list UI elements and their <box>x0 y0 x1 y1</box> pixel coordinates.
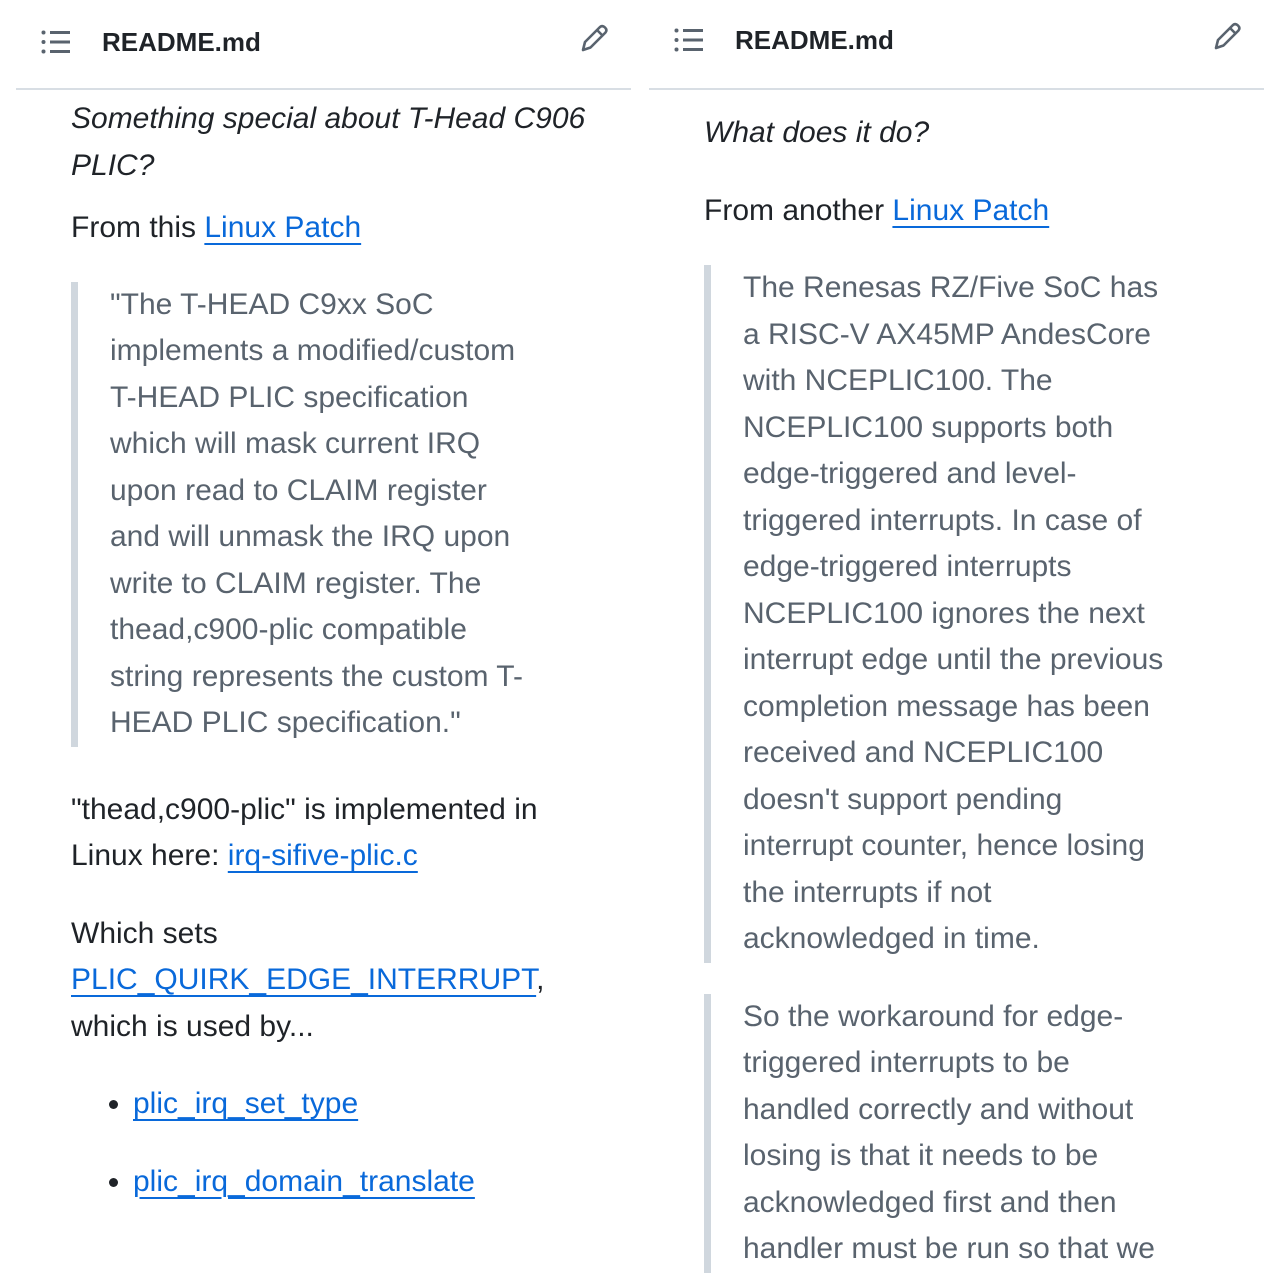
list-icon[interactable] <box>674 28 704 52</box>
linux-patch-link[interactable]: Linux Patch <box>892 193 1050 227</box>
file-header <box>16 0 631 90</box>
plic-irq-domain-translate-link[interactable]: plic_irq_domain_translate <box>133 1164 475 1198</box>
right-pane <box>649 0 1264 1280</box>
patch-quote: The Renesas RZ/Five SoC has a RISC-V AX45MP AndesCore with NCEPLIC100. The NCEPLIC100 supports both edge-triggered and level-triggered interrupts. In case of edge-triggered interrupts NCEPLIC100 ignores the next interrupt edge until the previous completion message has been received and NCEPLIC100 doesn't support pending interrupt counter, hence losing the interrupts if not acknowledged in time. <box>704 265 1173 963</box>
left-pane <box>16 0 631 1280</box>
plic-irq-set-type-link[interactable]: plic_irq_set_type <box>133 1087 359 1120</box>
markdown-content <box>71 96 601 1236</box>
irq-sifive-plic-link[interactable]: irq-sifive-plic.c <box>227 839 418 872</box>
patch-quote: "The T-HEAD C9xx SoC implements a modified/custom T-HEAD PLIC specification which will mask current IRQ upon read to CLAIM register and will unmask the IRQ upon write to CLAIM register. The thead,c900-plic compatible string represents the custom T-HEAD PLIC specification." <box>71 282 540 747</box>
section-heading: What does it do? <box>704 116 930 149</box>
which-paragraph: Which sets PLIC_QUIRK_EDGE_INTERRUPT, which is used by... <box>71 916 545 1043</box>
file-header <box>649 0 1264 90</box>
pencil-icon[interactable] <box>1210 20 1244 54</box>
workaround-quote: So the workaround for edge-triggered interrupts to be handled correctly and without losing is that it needs to be acknowledged first and then handler must be run so that we <box>704 994 1173 1273</box>
list-item <box>133 1159 601 1206</box>
file-title: README.md <box>735 25 894 55</box>
plic-quirk-link[interactable]: PLIC_QUIRK_EDGE_INTERRUPT <box>71 963 537 996</box>
linux-patch-link[interactable]: Linux Patch <box>204 211 362 244</box>
list-icon[interactable] <box>41 30 71 54</box>
section-heading: Something special about T-Head C906 PLIC? <box>71 102 586 182</box>
pencil-icon[interactable] <box>577 22 611 56</box>
intro-paragraph: From this Linux Patch <box>71 211 362 244</box>
impl-paragraph: "thead,c900-plic" is implemented in Linux here: irq-sifive-plic.c <box>71 792 538 872</box>
file-title: README.md <box>102 27 261 57</box>
intro-paragraph: From another Linux Patch <box>704 193 1050 227</box>
list-item <box>133 1081 601 1128</box>
function-list <box>71 1081 601 1205</box>
markdown-content <box>704 110 1234 1273</box>
